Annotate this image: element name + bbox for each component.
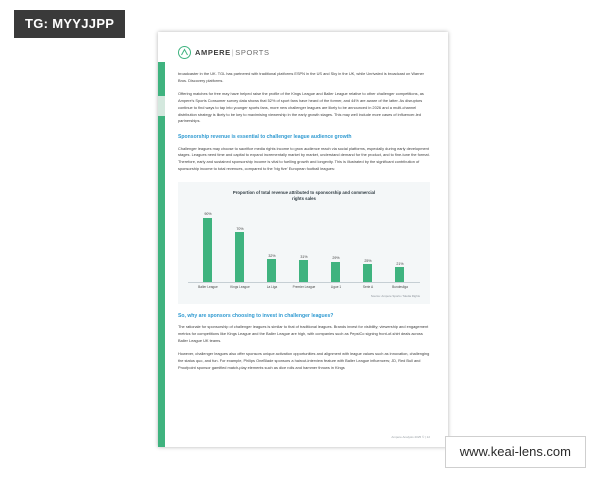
revenue-chart: [178, 182, 430, 304]
paragraph: Challenger leagues may choose to sacrifice media rights income to grow audience reach via social platforms, especially during early development stages. Leagues need time and capital to expand incrementally market by market, understand demand for the product, and to fine-tune the format. Therefore, early and sustained sponsorship income is vital to fuelling growth and longevity. This is illustrated by the significant contribution of sponsorship income to total revenues, compared to the 'big five' European football leagues:: [178, 145, 430, 171]
page-footer: Ampere Analysis 2025 © | 12: [391, 435, 430, 439]
bar-value-label: 21%: [396, 261, 404, 266]
chart-plot-area: [188, 210, 420, 283]
paragraph: The rationale for sponsorship of challenger leagues is similar to that of traditional leagues. Brands invest for visibility; viewership and engagement metrics for competitions like Kings League and the Baller League are high, with companies such as PepsiCo signing front-of-shirt deals across Baller League UK teams.: [178, 324, 429, 343]
x-axis-label: Serie A: [362, 285, 374, 290]
x-axis-label: Baller League: [198, 285, 218, 290]
bar-group: [321, 210, 350, 282]
brand-sub: SPORTS: [235, 47, 270, 57]
bar-group: [289, 210, 318, 282]
bar-group: [385, 210, 414, 282]
paragraph: Offering matches for free may have helped raise the profile of the Kings League and Baller League relative to other challenger competitions, as Ampere's Sports Consumer survey data shows that 52% of sport fans have heard of the former, and 44% are aware of the latter. As disruptors continue to find ways to tap into younger sports fans, more new challenger leagues are likely to be announced in 2026 and a multi-channel distribution strategy is likely to be key to maximising viewership in the early growth stages. This may well include more cases of influencer-led partnerships.: [178, 91, 424, 124]
chart-x-axis-labels: [188, 283, 420, 289]
brand-separator: |: [231, 47, 235, 57]
watermark-label: www.keai-lens.com: [445, 436, 586, 468]
bar: [267, 259, 276, 282]
bar-value-label: 29%: [332, 256, 340, 260]
x-axis-label: Kings League: [230, 285, 250, 290]
bar-group: [353, 210, 382, 282]
bar-value-label: 70%: [236, 226, 244, 231]
bar: [299, 260, 308, 282]
x-axis-label: Ligue 1: [330, 285, 342, 290]
brand-logo-text: [195, 48, 270, 57]
brand-name: AMPERE: [195, 47, 231, 57]
bar-value-label: 90%: [204, 212, 212, 217]
chart-title: Proportion of total revenue attributed to sponsorship and commercial rights sales: [232, 189, 376, 201]
bar-group: [193, 210, 222, 282]
chart-source: Source: Ampere Sports / Media Rights: [370, 293, 420, 298]
paragraph: However, challenger leagues also offer sponsors unique activation opportunities and alignment with league values such as innovation, challenging the status quo, and fun. For example, Philips OneBlade sponsors a haircut-interview feature with Baller League influencers; JD, Red Bull and Proofpoint sponsor gamified match-play elements such as dice rolls and hammer throws in Kings: [178, 351, 430, 370]
x-axis-label: Bundesliga: [392, 285, 408, 290]
section-heading-why-sponsors: So, why are sponsors choosing to invest in challenger leagues?: [178, 312, 334, 319]
intro-paragraphs: [178, 71, 430, 125]
bar-group: [225, 210, 254, 282]
page-accent-bar: [158, 62, 165, 447]
tag-badge: TG: MYYJJPP: [14, 10, 125, 38]
bar-value-label: 31%: [300, 254, 308, 259]
bar: [235, 232, 244, 282]
x-axis-label: La Liga: [266, 285, 278, 290]
x-axis-label: Premier League: [292, 285, 316, 290]
page-content: [178, 44, 430, 379]
bar-value-label: 25%: [364, 258, 372, 263]
bar-value-label: 32%: [268, 253, 276, 258]
section-heading-sponsorship: Sponsorship revenue is essential to challenger league audience growth: [178, 134, 352, 141]
bar-group: [257, 210, 286, 282]
paragraph: broadcaster in the UK. TGL has partnered with traditional platforms ESPN in the US and Sky in the UK, while Unrivaled is broadcast on Warner Bros. Discovery platforms.: [178, 71, 424, 83]
section-1-body: [178, 146, 430, 173]
bar: [395, 267, 404, 282]
ampere-logo-icon: [178, 46, 191, 59]
bar: [363, 264, 372, 282]
bar: [203, 218, 212, 283]
brand-logo: [178, 44, 430, 60]
bar: [331, 262, 340, 283]
page-accent-bar-highlight: [158, 96, 165, 116]
section-2-body: [178, 324, 430, 371]
document-page: [158, 32, 448, 447]
